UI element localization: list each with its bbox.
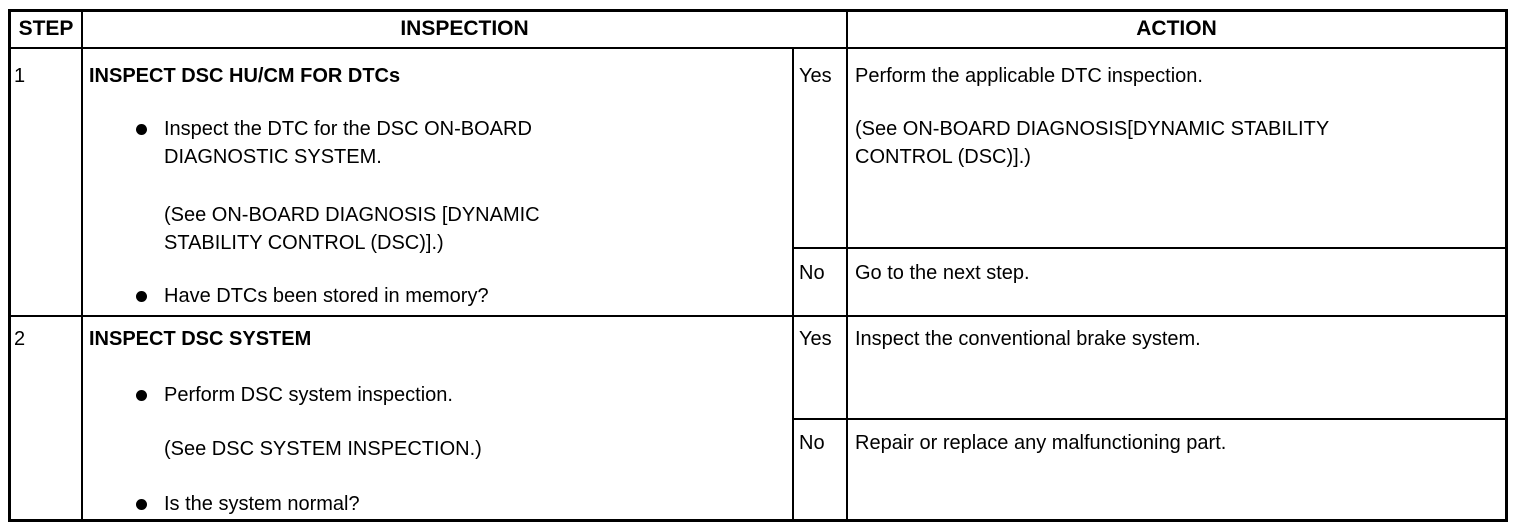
reference-text: (See ON-BOARD DIAGNOSIS [DYNAMIC [164,204,540,226]
yes-reference-text: (See ON-BOARD DIAGNOSIS[DYNAMIC STABILITY [855,118,1330,140]
step-number: 1 [14,65,26,87]
no-label: No [799,432,825,454]
no-action-text: Repair or replace any malfunctioning part. [855,432,1227,454]
reference-text: (See DSC SYSTEM INSPECTION.) [164,438,482,460]
reference-text: STABILITY CONTROL (DSC)].) [164,232,444,254]
bullet-icon [136,499,147,510]
table-border-right [1505,9,1508,522]
row-divider [8,315,1508,317]
table-border-left [8,9,11,522]
yes-label: Yes [799,65,832,87]
yes-action-text: Inspect the conventional brake system. [855,328,1201,350]
header-action: ACTION [1136,17,1217,40]
bullet-text: Is the system normal? [164,493,360,515]
bullet-icon [136,390,147,401]
bullet-text: Inspect the DTC for the DSC ON-BOARD [164,118,532,140]
yes-reference-text: CONTROL (DSC)].) [855,146,1031,168]
bullet-text: DIAGNOSTIC SYSTEM. [164,146,382,168]
bullet-icon [136,291,147,302]
bullet-icon [136,124,147,135]
step-title: INSPECT DSC HU/CM FOR DTCs [89,65,401,87]
header-step: STEP [18,17,74,40]
no-label: No [799,262,825,284]
no-action-text: Go to the next step. [855,262,1030,284]
step-number: 2 [14,328,26,350]
yes-label: Yes [799,328,832,350]
table-border-bottom [8,519,1508,522]
bullet-text: Perform DSC system inspection. [164,384,453,406]
table-border-top [8,9,1508,12]
header-inspection: INSPECTION [400,17,529,40]
header-divider [8,47,1508,49]
col-divider-inspection [792,47,794,522]
step-title: INSPECT DSC SYSTEM [89,328,312,350]
yes-no-divider-row1 [792,247,1508,249]
col-divider-yesno [846,47,848,522]
bullet-text: Have DTCs been stored in memory? [164,285,489,307]
yes-no-divider-row2 [792,418,1508,420]
col-divider-step [81,9,83,522]
yes-action-text: Perform the applicable DTC inspection. [855,65,1203,87]
